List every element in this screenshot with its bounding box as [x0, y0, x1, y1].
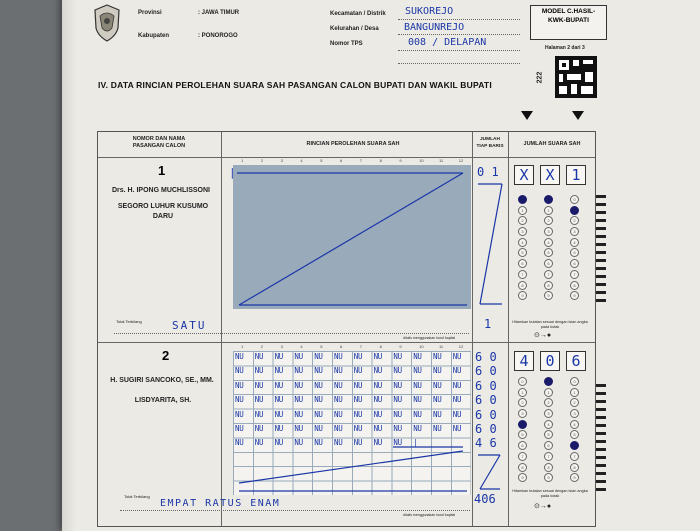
- model-title: MODEL C.HASIL-KWK-BUPATI: [541, 8, 596, 24]
- digit-oval[interactable]: 0: [518, 377, 527, 386]
- candidate-2-terbilang-line: [120, 510, 470, 511]
- candidate-2-written-note: ditulis menggunakan huruf kapital: [403, 513, 456, 517]
- tally-mark: NU: [452, 352, 462, 361]
- tally-mark: NU: [235, 438, 244, 448]
- candidate-2-total-z: [474, 451, 506, 493]
- candidate-1-terbilang-label: Total Terbilang: [116, 319, 142, 324]
- provinsi-label: Provinsi: [138, 10, 162, 16]
- timing-mark: [596, 299, 606, 302]
- grid-column-number: 10: [419, 344, 424, 349]
- tally-mark: NU: [353, 366, 363, 376]
- tps-line-2: [398, 63, 520, 64]
- digit-oval[interactable]: 5: [518, 430, 527, 439]
- grid-column-numbers-2: [233, 344, 471, 351]
- digit-oval-column: [518, 377, 527, 484]
- timing-mark: [596, 211, 606, 214]
- tally-mark: NU: [452, 380, 462, 390]
- digit-oval[interactable]: 1: [544, 388, 553, 397]
- tally-mark: NU: [254, 424, 264, 433]
- candidate-1-name-line1: Drs. H. IPONG MUCHLISSONI: [111, 187, 210, 194]
- digit-oval[interactable]: 7: [570, 270, 579, 279]
- marker-triangle-left: [521, 111, 533, 120]
- digit-oval[interactable]: [544, 195, 553, 204]
- digit-oval[interactable]: 7: [544, 270, 553, 279]
- qr-code: [555, 56, 597, 98]
- kecamatan-line: [398, 19, 520, 20]
- timing-mark: [596, 448, 606, 451]
- candidate-1-digit-box-1[interactable]: X: [514, 165, 534, 185]
- grid-column-number: 8: [379, 158, 382, 163]
- candidate-1-total-number: 1: [484, 317, 492, 331]
- tally-mark: NU: [393, 366, 402, 376]
- tally-mark: NU: [373, 352, 383, 361]
- candidate-2-oval-note: Hitamkan bulatan sesuai dengan isian angka pada kotak: [512, 489, 588, 498]
- qr-number: 222: [536, 71, 544, 84]
- candidate-1-written-note: ditulis menggunakan huruf kapital: [403, 336, 456, 340]
- col-header-jumlah-suara: JUMLAH SUARA SAH: [523, 141, 581, 147]
- timing-mark: [596, 195, 606, 198]
- tally-mark: NU: [274, 380, 284, 390]
- tally-mark: NU: [452, 409, 462, 419]
- tps-value: 008 / DELAPAN: [408, 37, 487, 48]
- timing-mark: [596, 219, 606, 222]
- digit-oval[interactable]: 8: [570, 463, 579, 472]
- digit-oval[interactable]: 3: [518, 409, 527, 418]
- digit-oval[interactable]: 9: [544, 291, 553, 300]
- tally-mark: NU: [353, 438, 363, 448]
- page-edge: [62, 0, 76, 531]
- row-total: 6 0: [475, 393, 497, 408]
- tally-mark: NU: [334, 395, 343, 405]
- digit-oval[interactable]: 2: [570, 398, 579, 407]
- grid-column-number: 6: [340, 158, 343, 163]
- tally-mark: NU: [274, 395, 284, 405]
- timing-mark: [596, 227, 606, 230]
- row-total: 6 0: [475, 364, 497, 379]
- digit-oval-column: [544, 377, 553, 484]
- candidate-2-digit-box-1[interactable]: 4: [514, 351, 534, 371]
- candidate-1-name-line2: SEGORO LUHUR KUSUMO DARU: [117, 203, 209, 220]
- timing-mark: [596, 251, 606, 254]
- grid-column-number: 1: [241, 344, 244, 349]
- row-total: 6 0: [475, 378, 497, 393]
- digit-oval[interactable]: 7: [518, 452, 527, 461]
- tps-label: Nomor TPS: [330, 41, 363, 47]
- tally-mark: NU: [353, 380, 363, 390]
- candidate-1-number: 1: [158, 163, 166, 178]
- candidate-2-z-strike: [233, 351, 471, 495]
- digit-oval[interactable]: [570, 441, 579, 450]
- tally-mark: NU: [294, 409, 303, 419]
- tally-mark: NU: [433, 352, 442, 361]
- tally-mark: NU: [314, 409, 323, 419]
- kabupaten-label: Kabupaten: [138, 33, 170, 39]
- digit-oval[interactable]: 9: [518, 473, 527, 482]
- tally-mark: NU: [353, 352, 363, 361]
- tally-mark: NU: [294, 395, 303, 405]
- digit-oval-column: [570, 377, 579, 484]
- grid-column-number: 3: [280, 158, 283, 163]
- tally-mark: NU: [433, 409, 442, 419]
- tally-mark: |: [413, 438, 418, 448]
- grid-column-number: 2: [260, 158, 264, 163]
- digit-oval[interactable]: 0: [570, 195, 579, 204]
- digit-oval[interactable]: 5: [544, 430, 553, 439]
- tally-mark: NU: [373, 424, 383, 433]
- tally-mark: NU: [433, 395, 442, 405]
- tally-mark: NU: [254, 438, 264, 448]
- digit-oval[interactable]: 3: [518, 227, 527, 236]
- candidate-1-total-z: [474, 180, 506, 310]
- tally-mark: NU: [314, 438, 323, 448]
- grid-column-number: 7: [359, 344, 363, 349]
- kabupaten-value: : PONOROGO: [198, 33, 238, 39]
- candidate-1-oval-note: Hitamkan bulatan sesuai dengan isian angka pada kotak: [512, 320, 588, 329]
- timing-mark: [596, 472, 606, 475]
- tally-mark: NU: [314, 366, 323, 376]
- timing-mark: [596, 488, 606, 491]
- digit-oval[interactable]: 4: [518, 238, 527, 247]
- tally-mark: NU: [393, 380, 402, 390]
- divider-v3: [508, 132, 509, 526]
- digit-oval[interactable]: 3: [544, 227, 553, 236]
- col-header-rincian: RINCIAN PEROLEHAN SUARA SAH: [306, 141, 400, 147]
- candidate-1-terbilang-value: SATU: [172, 319, 207, 332]
- timing-mark: [596, 432, 606, 435]
- tally-mark: NU: [413, 395, 422, 405]
- model-box: [530, 5, 607, 40]
- tally-mark: NU: [294, 438, 303, 448]
- tally-mark: NU: [452, 366, 462, 376]
- tally-mark: NU: [274, 424, 284, 433]
- tally-mark: NU: [433, 366, 442, 376]
- tally-mark: NU: [393, 409, 402, 419]
- tally-mark: NU: [413, 366, 422, 376]
- digit-oval[interactable]: 2: [544, 398, 553, 407]
- digit-oval[interactable]: 3: [544, 409, 553, 418]
- tally-mark: NU: [413, 352, 422, 361]
- tally-mark: NU: [274, 409, 284, 419]
- digit-oval[interactable]: 4: [544, 420, 553, 429]
- tally-mark: NU: [373, 438, 383, 448]
- timing-mark: [596, 283, 606, 286]
- row-total: 6 0: [475, 407, 497, 422]
- col-header-nomor: NOMOR DAN NAMA PASANGAN CALON: [132, 136, 186, 149]
- page-info: Halaman 2 dari 3: [545, 45, 585, 51]
- grid-column-number: 5: [320, 158, 323, 163]
- tally-mark: NU: [235, 424, 244, 433]
- tally-mark: NU: [334, 438, 343, 448]
- tps-line: [398, 50, 520, 51]
- digit-oval[interactable]: 8: [518, 281, 527, 290]
- tally-mark: NU: [334, 424, 343, 433]
- grid-column-number: 1: [241, 158, 244, 163]
- tally-mark: NU: [314, 352, 323, 361]
- timing-mark: [596, 464, 606, 467]
- candidate-2-digit-box-3[interactable]: 6: [566, 351, 586, 371]
- tally-mark: NU: [393, 438, 402, 448]
- grid-column-number: 11: [439, 158, 444, 163]
- timing-mark: [596, 416, 606, 419]
- tally-mark: NU: [334, 380, 343, 390]
- garuda-emblem: [92, 4, 122, 42]
- timing-mark: [596, 267, 606, 270]
- candidate-1-digit-box-3[interactable]: 1: [566, 165, 586, 185]
- tally-mark: NU: [274, 438, 284, 448]
- timing-mark: [596, 424, 606, 427]
- digit-oval[interactable]: 1: [518, 388, 527, 397]
- tally-mark: NU: [254, 352, 264, 361]
- candidate-1-row-total: 0 1: [477, 165, 499, 179]
- digit-oval-column: [518, 195, 527, 302]
- digit-oval[interactable]: [518, 195, 527, 204]
- divider-h-cand1: [98, 342, 595, 343]
- digit-oval[interactable]: 6: [544, 259, 553, 268]
- grid-column-number: 4: [300, 344, 303, 349]
- digit-oval-column: [570, 195, 579, 302]
- grid-column-number: 9: [399, 158, 402, 163]
- kecamatan-label: Kecamatan / Distrik: [330, 11, 386, 17]
- grid-column-number: 5: [320, 344, 323, 349]
- digit-oval[interactable]: 3: [570, 227, 579, 236]
- divider-v1: [221, 132, 222, 526]
- digit-oval[interactable]: 4: [570, 420, 579, 429]
- digit-oval[interactable]: 2: [570, 216, 579, 225]
- tally-mark: NU: [433, 380, 442, 390]
- tally-mark: NU: [413, 380, 422, 390]
- digit-oval[interactable]: [570, 206, 579, 215]
- tally-mark: NU: [413, 409, 422, 419]
- tally-mark: NU: [274, 352, 284, 361]
- tally-mark: NU: [334, 409, 343, 419]
- digit-oval[interactable]: 9: [570, 291, 579, 300]
- timing-mark: [596, 456, 606, 459]
- digit-oval[interactable]: 1: [544, 206, 553, 215]
- candidate-1-digit-box-2[interactable]: X: [540, 165, 560, 185]
- timing-mark: [596, 400, 606, 403]
- digit-oval[interactable]: 2: [544, 216, 553, 225]
- tally-mark: NU: [393, 424, 402, 433]
- kelurahan-line: [398, 34, 520, 35]
- tally-mark: NU: [334, 352, 343, 361]
- digit-oval[interactable]: [544, 377, 553, 386]
- digit-oval[interactable]: 7: [544, 452, 553, 461]
- grid-column-number: 4: [300, 158, 303, 163]
- kelurahan-label: Kelurahan / Desa: [330, 26, 379, 32]
- digit-oval[interactable]: 8: [570, 281, 579, 290]
- grid-column-numbers-1: [233, 158, 471, 165]
- digit-oval[interactable]: 6: [544, 441, 553, 450]
- tally-mark: NU: [353, 409, 363, 419]
- tally-mark: NU: [393, 352, 402, 361]
- tally-mark: NU: [235, 395, 244, 405]
- timing-mark: [596, 440, 606, 443]
- timing-mark: [596, 203, 606, 206]
- tally-mark: NU: [294, 352, 303, 361]
- tally-mark: NU: [334, 366, 343, 376]
- tally-mark: NU: [294, 380, 303, 390]
- grid-column-number: 9: [399, 344, 402, 349]
- digit-oval[interactable]: 0: [570, 377, 579, 386]
- candidate-2-digit-box-2[interactable]: 0: [540, 351, 560, 371]
- tally-mark: NU: [274, 366, 284, 376]
- timing-mark: [596, 392, 606, 395]
- kecamatan-value: SUKOREJO: [405, 6, 454, 17]
- digit-oval[interactable]: 5: [570, 248, 579, 257]
- tally-mark: NU: [254, 380, 264, 390]
- tally-mark: NU: [314, 395, 323, 405]
- digit-oval[interactable]: 7: [570, 452, 579, 461]
- tally-mark: NU: [254, 366, 264, 376]
- tally-mark: NU: [235, 352, 244, 361]
- marker-triangle-right: [572, 111, 584, 120]
- grid-column-number: 12: [458, 344, 464, 349]
- tally-mark: NU: [294, 424, 303, 433]
- digit-oval[interactable]: 7: [518, 270, 527, 279]
- tally-mark: NU: [294, 366, 303, 376]
- digit-oval[interactable]: 2: [518, 216, 527, 225]
- digit-oval[interactable]: 1: [570, 388, 579, 397]
- tally-mark: NU: [254, 409, 264, 419]
- candidate-2-name-line2: LISDYARITA, SH.: [134, 397, 192, 404]
- tally-mark: NU: [373, 395, 383, 405]
- tally-mark: NU: [373, 366, 383, 376]
- tally-mark: NU: [353, 424, 363, 433]
- digit-oval[interactable]: [518, 420, 527, 429]
- tally-mark: NU: [452, 424, 462, 433]
- digit-oval[interactable]: 6: [518, 441, 527, 450]
- tally-mark: NU: [353, 395, 363, 405]
- grid-column-number: 10: [419, 158, 424, 163]
- tally-mark: NU: [314, 424, 323, 433]
- digit-oval[interactable]: 1: [518, 206, 527, 215]
- section-title: IV. DATA RINCIAN PEROLEHAN SUARA SAH PASANGAN CALON BUPATI DAN WAKIL BUPATI: [98, 80, 492, 90]
- timing-mark: [596, 259, 606, 262]
- digit-oval[interactable]: 3: [570, 409, 579, 418]
- digit-oval[interactable]: 8: [544, 281, 553, 290]
- tally-mark: NU: [373, 409, 383, 419]
- digit-oval[interactable]: 4: [570, 238, 579, 247]
- digit-oval[interactable]: 4: [544, 238, 553, 247]
- candidate-2-oval-legend: ⊙→●: [534, 503, 552, 510]
- tally-mark: NU: [254, 395, 264, 405]
- grid-column-number: 7: [359, 158, 363, 163]
- grid-column-number: 8: [379, 344, 382, 349]
- digit-oval[interactable]: 9: [518, 291, 527, 300]
- tally-mark: NU: [235, 380, 244, 390]
- digit-oval-column: [544, 195, 553, 302]
- timing-mark: [596, 384, 606, 387]
- row-total: 4 6: [475, 436, 497, 451]
- digit-oval[interactable]: 6: [518, 259, 527, 268]
- timing-mark: [596, 480, 606, 483]
- row-total: 6 0: [475, 350, 497, 364]
- candidate-2-terbilang-value: EMPAT RATUS ENAM: [160, 498, 281, 509]
- digit-oval[interactable]: 6: [570, 259, 579, 268]
- candidate-2-terbilang-label: Total Terbilang: [124, 494, 150, 499]
- tally-mark: NU: [413, 424, 422, 433]
- tally-mark: NU: [373, 380, 383, 390]
- digit-oval[interactable]: 9: [544, 473, 553, 482]
- vote-table: [97, 131, 596, 527]
- candidate-1-tally-mark: |: [229, 166, 236, 179]
- grid-column-number: 12: [458, 158, 464, 163]
- timing-mark: [596, 235, 606, 238]
- candidate-2-total-number: 406: [474, 492, 496, 506]
- divider-v2: [472, 132, 473, 526]
- candidate-1-z-strike: [233, 165, 471, 309]
- candidate-2-name-line1: H. SUGIRI SANCOKO, SE., MM.: [110, 377, 214, 384]
- tally-mark: NU: [235, 366, 244, 376]
- timing-mark: [596, 291, 606, 294]
- digit-oval[interactable]: 5: [518, 248, 527, 257]
- tally-mark: NU: [314, 380, 323, 390]
- digit-oval[interactable]: 9: [570, 473, 579, 482]
- row-total: 6 0: [475, 422, 497, 436]
- grid-column-number: 2: [260, 344, 264, 349]
- timing-mark: [596, 243, 606, 246]
- tally-mark: NU: [433, 424, 442, 433]
- candidate-1-terbilang-line: [114, 333, 469, 334]
- tally-mark: NU: [452, 395, 462, 405]
- tally-mark: NU: [235, 409, 244, 419]
- tally-mark: NU: [393, 395, 402, 405]
- timing-mark: [596, 275, 606, 278]
- digit-oval[interactable]: 8: [518, 463, 527, 472]
- digit-oval[interactable]: 2: [518, 398, 527, 407]
- grid-column-number: 3: [280, 344, 283, 349]
- digit-oval[interactable]: 5: [544, 248, 553, 257]
- digit-oval[interactable]: 5: [570, 430, 579, 439]
- grid-column-number: 11: [439, 344, 444, 349]
- grid-column-number: 6: [340, 344, 343, 349]
- col-header-jumlah-baris: JUMLAH TIAP BARIS: [476, 137, 504, 149]
- timing-mark: [596, 408, 606, 411]
- digit-oval[interactable]: 8: [544, 463, 553, 472]
- candidate-1-oval-legend: ⊙→●: [534, 332, 552, 339]
- kelurahan-value: BANGUNREJO: [404, 22, 465, 33]
- provinsi-value: : JAWA TIMUR: [198, 10, 240, 16]
- candidate-2-number: 2: [162, 348, 170, 363]
